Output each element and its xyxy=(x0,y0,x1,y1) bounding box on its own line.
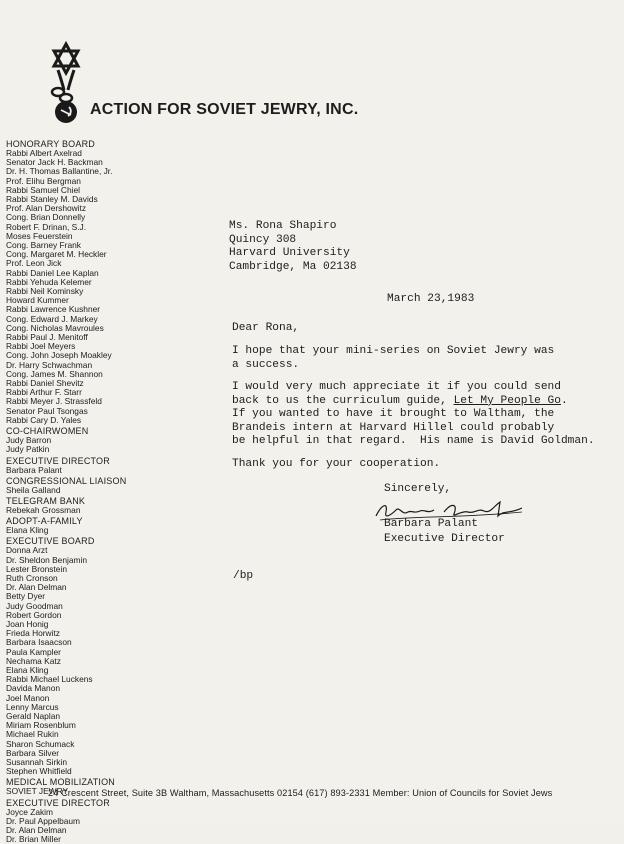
sidebar-heading: CONGRESSIONAL LIAISON xyxy=(6,475,127,486)
publication-title: Let My People Go xyxy=(453,394,561,407)
sidebar-member-name: Donna Arzt xyxy=(6,545,48,556)
sidebar-member-name: Cong. Margaret M. Heckler xyxy=(6,249,107,260)
sidebar-member-name: Cong. Nicholas Mavroules xyxy=(6,322,104,333)
sidebar-member-name: Cong. Barney Frank xyxy=(6,240,81,251)
sidebar-heading: CO-CHAIRWOMEN xyxy=(6,426,89,437)
sidebar-member-name: Rabbi Daniel Lee Kaplan xyxy=(6,267,99,278)
paragraph-2-line-1: I would very much appreciate it if you could send xyxy=(232,381,561,393)
signer-name: Barbara Palant xyxy=(384,518,478,530)
sidebar-member-name: Howard Kummer xyxy=(6,295,69,306)
recipient-line: Quincy 308 xyxy=(229,233,297,246)
paragraph-2-line: be helpful in that regard. His name is David Goldman. xyxy=(232,435,595,448)
paragraph-2 xyxy=(232,381,595,449)
sidebar-member-name: Prof. Leon Jick xyxy=(6,258,62,269)
sidebar-section xyxy=(6,536,166,776)
sidebar-section xyxy=(6,139,166,425)
recipient-line: Ms. Rona Shapiro xyxy=(229,220,337,232)
sidebar-section xyxy=(6,496,166,515)
sidebar-member-name: Frieda Horwitz xyxy=(6,628,60,639)
paragraph-2-line: Brandeis intern at Harvard Hillel could probably xyxy=(232,421,555,434)
sidebar-heading: EXECUTIVE DIRECTOR xyxy=(6,455,110,466)
sidebar-heading: HONORARY BOARD xyxy=(6,139,95,149)
sidebar-member-name: Rabbi Albert Axelrad xyxy=(6,148,82,158)
sidebar-member-name: Prof. Elihu Bergman xyxy=(6,175,81,186)
sidebar-member-name: Rabbi Yehuda Kelemer xyxy=(6,276,92,287)
letter-date: March 23,1983 xyxy=(387,293,475,305)
sidebar-member-name: Dr. H. Thomas Ballantine, Jr. xyxy=(6,166,113,177)
sidebar-member-name: Cong. Brian Donnelly xyxy=(6,212,86,223)
sidebar-section xyxy=(6,798,166,844)
sidebar-member-name: Rabbi Paul J. Menitoff xyxy=(6,332,88,343)
sidebar-member-name: Paula Kampler xyxy=(6,646,61,657)
sidebar-member-name: Senator Jack H. Backman xyxy=(6,157,103,168)
sidebar-member-name: Elana Kling xyxy=(6,525,49,536)
sidebar-member-name: Michael Rukin xyxy=(6,729,59,740)
paragraph-2-line: If you wanted to have it brought to Waltham, the xyxy=(232,408,555,421)
sidebar-member-name: Rabbi Samuel Chiel xyxy=(6,184,81,195)
recipient-line: Harvard University xyxy=(229,247,350,260)
recipient-address xyxy=(229,220,357,274)
sidebar-member-name: Dr. Alan Delman xyxy=(6,825,67,835)
salutation: Dear Rona, xyxy=(232,322,300,334)
sidebar-section xyxy=(6,516,166,535)
sidebar-member-name: SOVIET JEWRY xyxy=(6,786,69,797)
sidebar-member-name: Rebekah Grossman xyxy=(6,504,81,515)
sidebar-section xyxy=(6,456,166,475)
paragraph-2-rest xyxy=(232,408,595,449)
sidebar-section xyxy=(6,426,166,454)
paragraph-3: Thank you for your cooperation. xyxy=(232,458,441,470)
sidebar-member-name: Dr. Paul Appelbaum xyxy=(6,815,81,826)
sidebar-member-name: Rabbi Stanley M. Davids xyxy=(6,194,98,205)
sidebar-member-name: Dr. Brian Miller xyxy=(6,834,61,844)
paragraph-1-line: a success. xyxy=(232,358,300,371)
sidebar-member-name: Sheila Galland xyxy=(6,484,61,495)
sidebar-member-name: Dr. Alan Delman xyxy=(6,582,67,593)
sidebar-member-name: Sharon Schumack xyxy=(6,738,75,749)
signer-title: Executive Director xyxy=(384,533,505,545)
sidebar-member-name: Barbara Palant xyxy=(6,464,62,475)
sidebar-member-name: Susannah Sirkin xyxy=(6,756,67,767)
sidebar-member-name: Gerald Naplan xyxy=(6,710,61,721)
sidebar-member-name: Cong. John Joseph Moakley xyxy=(6,350,112,361)
sidebar-member-name: Elana Kling xyxy=(6,664,49,675)
sidebar-heading: TELEGRAM BANK xyxy=(6,495,86,506)
sidebar-member-name: Miriam Rosenblum xyxy=(6,720,76,731)
sidebar-member-name: Robert F. Drinan, S.J. xyxy=(6,221,87,232)
sidebar-member-name: Rabbi Daniel Shevitz xyxy=(6,378,84,389)
paragraph-2-line-2-end: . xyxy=(560,394,568,407)
sidebar-member-name: Senator Paul Tsongas xyxy=(6,405,88,416)
recipient-line: Cambridge, Ma 02138 xyxy=(229,260,357,273)
sidebar-member-name: Rabbi Michael Luckens xyxy=(6,674,93,685)
sidebar-member-name: Ruth Cronson xyxy=(6,572,58,583)
sidebar-member-name: Betty Dyer xyxy=(6,591,46,602)
sidebar-member-name: Cong. James M. Shannon xyxy=(6,368,103,379)
sidebar-member-name: Judy Barron xyxy=(6,435,52,446)
sidebar-member-name: Cong. Edward J. Markey xyxy=(6,313,98,324)
sidebar-member-name: Nechama Katz xyxy=(6,655,61,666)
sidebar-heading: EXECUTIVE DIRECTOR xyxy=(6,797,110,808)
sidebar-member-name: Lenny Marcus xyxy=(6,701,59,712)
sidebar-heading: MEDICAL MOBILIZATION xyxy=(6,777,116,788)
sidebar-member-name: Lester Bronstein xyxy=(6,563,67,574)
sidebar-member-name: Robert Gordon xyxy=(6,609,62,620)
sidebar-heading: EXECUTIVE BOARD xyxy=(6,536,95,547)
sidebar-member-name: Barbara Isaacson xyxy=(6,637,72,648)
sidebar-member-name: Stephen Whitfield xyxy=(6,766,72,777)
sidebar-member-name: Joel Manon xyxy=(6,692,50,703)
sidebar-member-name: Moses Feuerstein xyxy=(6,230,73,241)
sidebar-member-name: Dr. Sheldon Benjamin xyxy=(6,554,88,565)
sidebar-member-name: Rabbi Cary D. Yales xyxy=(6,414,82,425)
sidebar-member-name: Rabbi Meyer J. Strassfeld xyxy=(6,396,102,407)
typist-initials: /bp xyxy=(233,570,254,582)
sidebar-member-name: Prof. Alan Dershowitz xyxy=(6,203,87,214)
paragraph-1 xyxy=(232,345,554,372)
sidebar-member-name: Rabbi Lawrence Kushner xyxy=(6,304,101,315)
footer-address: 24 Crescent Street, Suite 3B Waltham, Massachusetts 02154 (617) 893-2331 Member: Union of Councils for Soviet Jews xyxy=(48,788,553,798)
sidebar-member-name: Rabbi Joel Meyers xyxy=(6,341,76,352)
sidebar-member-name: Dr. Harry Schwachman xyxy=(6,359,93,370)
sidebar-member-name: Judy Goodman xyxy=(6,600,63,611)
sidebar-section xyxy=(6,476,166,495)
paragraph-2-line-2-start: back to us the curriculum guide, xyxy=(232,394,454,407)
sidebar-member-name: Judy Patkin xyxy=(6,444,50,455)
sidebar-member-name: Joyce Zakim xyxy=(6,806,54,817)
board-list-sidebar xyxy=(6,138,166,844)
sidebar-member-name: Rabbi Neil Kominsky xyxy=(6,286,84,297)
sidebar-heading: ADOPT-A-FAMILY xyxy=(6,516,83,527)
org-name: ACTION FOR SOVIET JEWRY, INC. xyxy=(90,101,359,118)
sidebar-member-name: Joan Honig xyxy=(6,618,49,629)
sidebar-member-name: Davida Manon xyxy=(6,683,61,694)
closing: Sincerely, xyxy=(384,483,452,495)
sidebar-member-name: Barbara Silver xyxy=(6,747,60,758)
sidebar-member-name: Rabbi Arthur F. Starr xyxy=(6,387,82,398)
paragraph-1-line: I hope that your mini-series on Soviet Jewry was xyxy=(232,345,555,357)
